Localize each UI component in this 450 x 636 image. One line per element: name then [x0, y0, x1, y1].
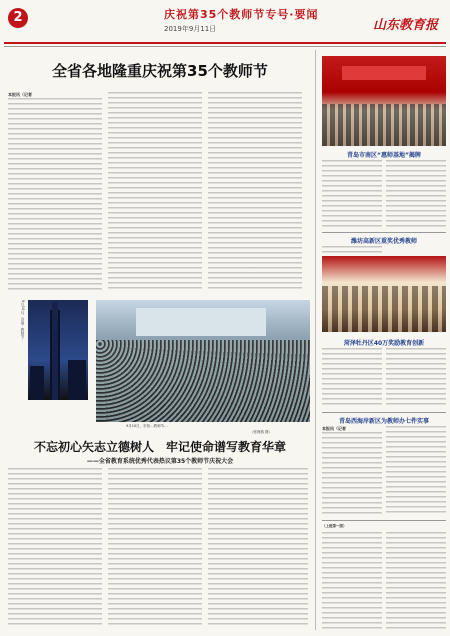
story2-col-3: [208, 468, 308, 628]
column-divider: [315, 50, 316, 630]
main-byline: 本报讯（记者: [8, 92, 32, 97]
photo1-caption: 9月10日，济南…教师节…: [21, 300, 25, 342]
right-item1-col-a: [322, 160, 382, 230]
right-item2-col-a: [322, 246, 382, 254]
right-item2-headline: 潍坊高新区重奖优秀教师: [350, 238, 417, 245]
issue-date: 2019年9月11日: [164, 25, 217, 33]
story2-subhead: ——全省教育系统优秀代表热议第35个教师节庆祝大会: [86, 458, 234, 465]
header-rule-thin: [4, 46, 446, 47]
photo2-credit: （张海燕 摄）: [250, 430, 273, 434]
photo2-caption: 9月10日，东营…教师节…: [126, 424, 168, 428]
header-rule: [4, 42, 446, 44]
section-title: 庆祝第35个教师节专号·要闻: [164, 8, 319, 21]
right-item3-headline: 菏泽牡丹区40万奖励教育创新: [343, 340, 425, 347]
right-item4-col-b: [386, 426, 446, 516]
story2-col-2: [108, 468, 202, 628]
right-item4-col-a: [322, 426, 382, 516]
masthead: 山东教育报: [372, 18, 438, 33]
main-story-col-1: [8, 92, 102, 292]
main-story-col-2: [108, 92, 202, 292]
continued-col-a: [322, 532, 382, 630]
page-header: [4, 4, 446, 42]
right-byline: 本报讯（记者: [322, 426, 346, 431]
right-divider-2: [322, 412, 446, 413]
story2-col-1: [8, 468, 102, 628]
photo-teachers-assembly: [96, 300, 310, 422]
right-divider-3: [322, 520, 446, 521]
right-divider-1: [322, 232, 446, 233]
story2-headline: 不忘初心矢志立德树人 牢记使命谱写教育华章: [33, 440, 286, 454]
main-story-col-3: [208, 92, 302, 292]
photo-award-ceremony: [322, 56, 446, 146]
main-headline: 全省各地隆重庆祝第35个教师节: [52, 62, 268, 80]
right-item3-col-b: [386, 348, 446, 408]
right-item1-col-b: [386, 160, 446, 230]
continued-note: （上接第一版）: [322, 524, 347, 528]
photo-city-tower: [28, 300, 88, 400]
page-number: 2: [8, 8, 28, 28]
right-item4-headline: 青岛西海岸新区为教师办七件实事: [338, 418, 429, 425]
right-item3-col-a: [322, 348, 382, 408]
continued-col-b: [386, 532, 446, 630]
photo-teacher-awards: [322, 256, 446, 332]
right-item1-headline: 青岛市南区“惠师基地”揭牌: [347, 152, 421, 159]
